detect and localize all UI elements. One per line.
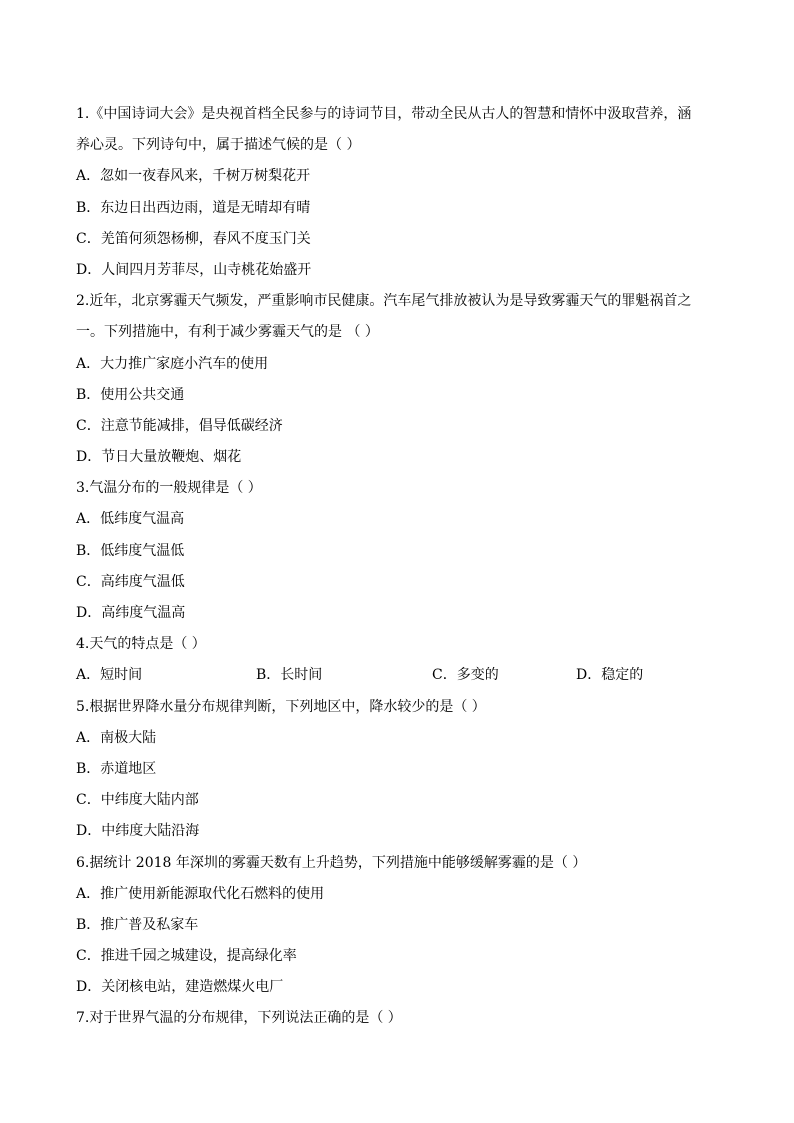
question-5-line-1: 5.根据世界降水量分布规律判断，下列地区中，降水较少的是（ ）	[76, 698, 486, 715]
question-4-line-1: 4.天气的特点是（ ）	[76, 636, 206, 653]
question-1-option-a: A．忽如一夜春风来，千树万树梨花开	[76, 168, 311, 185]
question-3-option-c: C．高纬度气温低	[76, 573, 185, 590]
question-2-option-d: D．节日大量放鞭炮、烟花	[76, 449, 242, 466]
question-5-option-d: D．中纬度大陆沿海	[76, 823, 200, 840]
question-6-line-1: 6.据统计 2018 年深圳的雾霾天数有上升趋势，下列措施中能够缓解雾霾的是（ ）	[76, 854, 587, 871]
question-1-line-1: 1.《中国诗词大会》是央视首档全民参与的诗词节目，带动全民从古人的智慧和情怀中汲取营养，涵	[76, 106, 692, 122]
question-6-option-d: D．关闭核电站，建造燃煤火电厂	[76, 979, 284, 996]
question-1-option-b: B．东边日出西边雨，道是无晴却有晴	[76, 199, 311, 216]
question-6-option-b: B．推广普及私家车	[76, 916, 199, 933]
question-4-options-row	[76, 660, 736, 691]
question-1-option-d: D．人间四月芳菲尽，山寺桃花始盛开	[76, 261, 312, 278]
question-2-option-a: A．大力推广家庭小汽车的使用	[76, 355, 269, 372]
question-1-line-2: 养心灵。下列诗句中，属于描述气候的是（ ）	[76, 137, 361, 154]
question-2-line-2: 一。下列措施中，有利于减少雾霾天气的是 （ ）	[76, 324, 379, 341]
question-4-option-d: D．稳定的	[576, 667, 644, 684]
question-3-option-d: D．高纬度气温高	[76, 605, 186, 621]
question-3-option-b: B．低纬度气温低	[76, 542, 185, 559]
question-4-option-b: B．长时间	[256, 667, 323, 684]
question-5-option-b: B．赤道地区	[76, 760, 157, 777]
question-5-option-a: A．南极大陆	[76, 729, 157, 746]
question-5-option-c: C．中纬度大陆内部	[76, 792, 199, 809]
question-2-option-c: C．注意节能减排，倡导低碳经济	[76, 417, 283, 434]
question-4-option-c: C．多变的	[432, 667, 499, 684]
question-2-option-b: B．使用公共交通	[76, 386, 185, 403]
question-list	[76, 99, 736, 1035]
question-3-line-1: 3.气温分布的一般规律是（ ）	[76, 480, 262, 497]
question-7-line-1: 7.对于世界气温的分布规律，下列说法正确的是（ ）	[76, 1010, 402, 1027]
question-2-line-1: 2.近年，北京雾霾天气频发，严重影响市民健康。汽车尾气排放被认为是导致雾霾天气的罪魁祸首之	[76, 293, 692, 310]
question-3-option-a: A．低纬度气温高	[76, 511, 185, 528]
question-6-option-a: A．推广使用新能源取代化石燃料的使用	[76, 885, 325, 902]
question-4-option-a: A．短时间	[76, 667, 143, 684]
question-6-option-c: C．推进千园之城建设，提高绿化率	[76, 948, 297, 965]
question-1-option-c: C．羌笛何须怨杨柳，春风不度玉门关	[76, 230, 311, 247]
